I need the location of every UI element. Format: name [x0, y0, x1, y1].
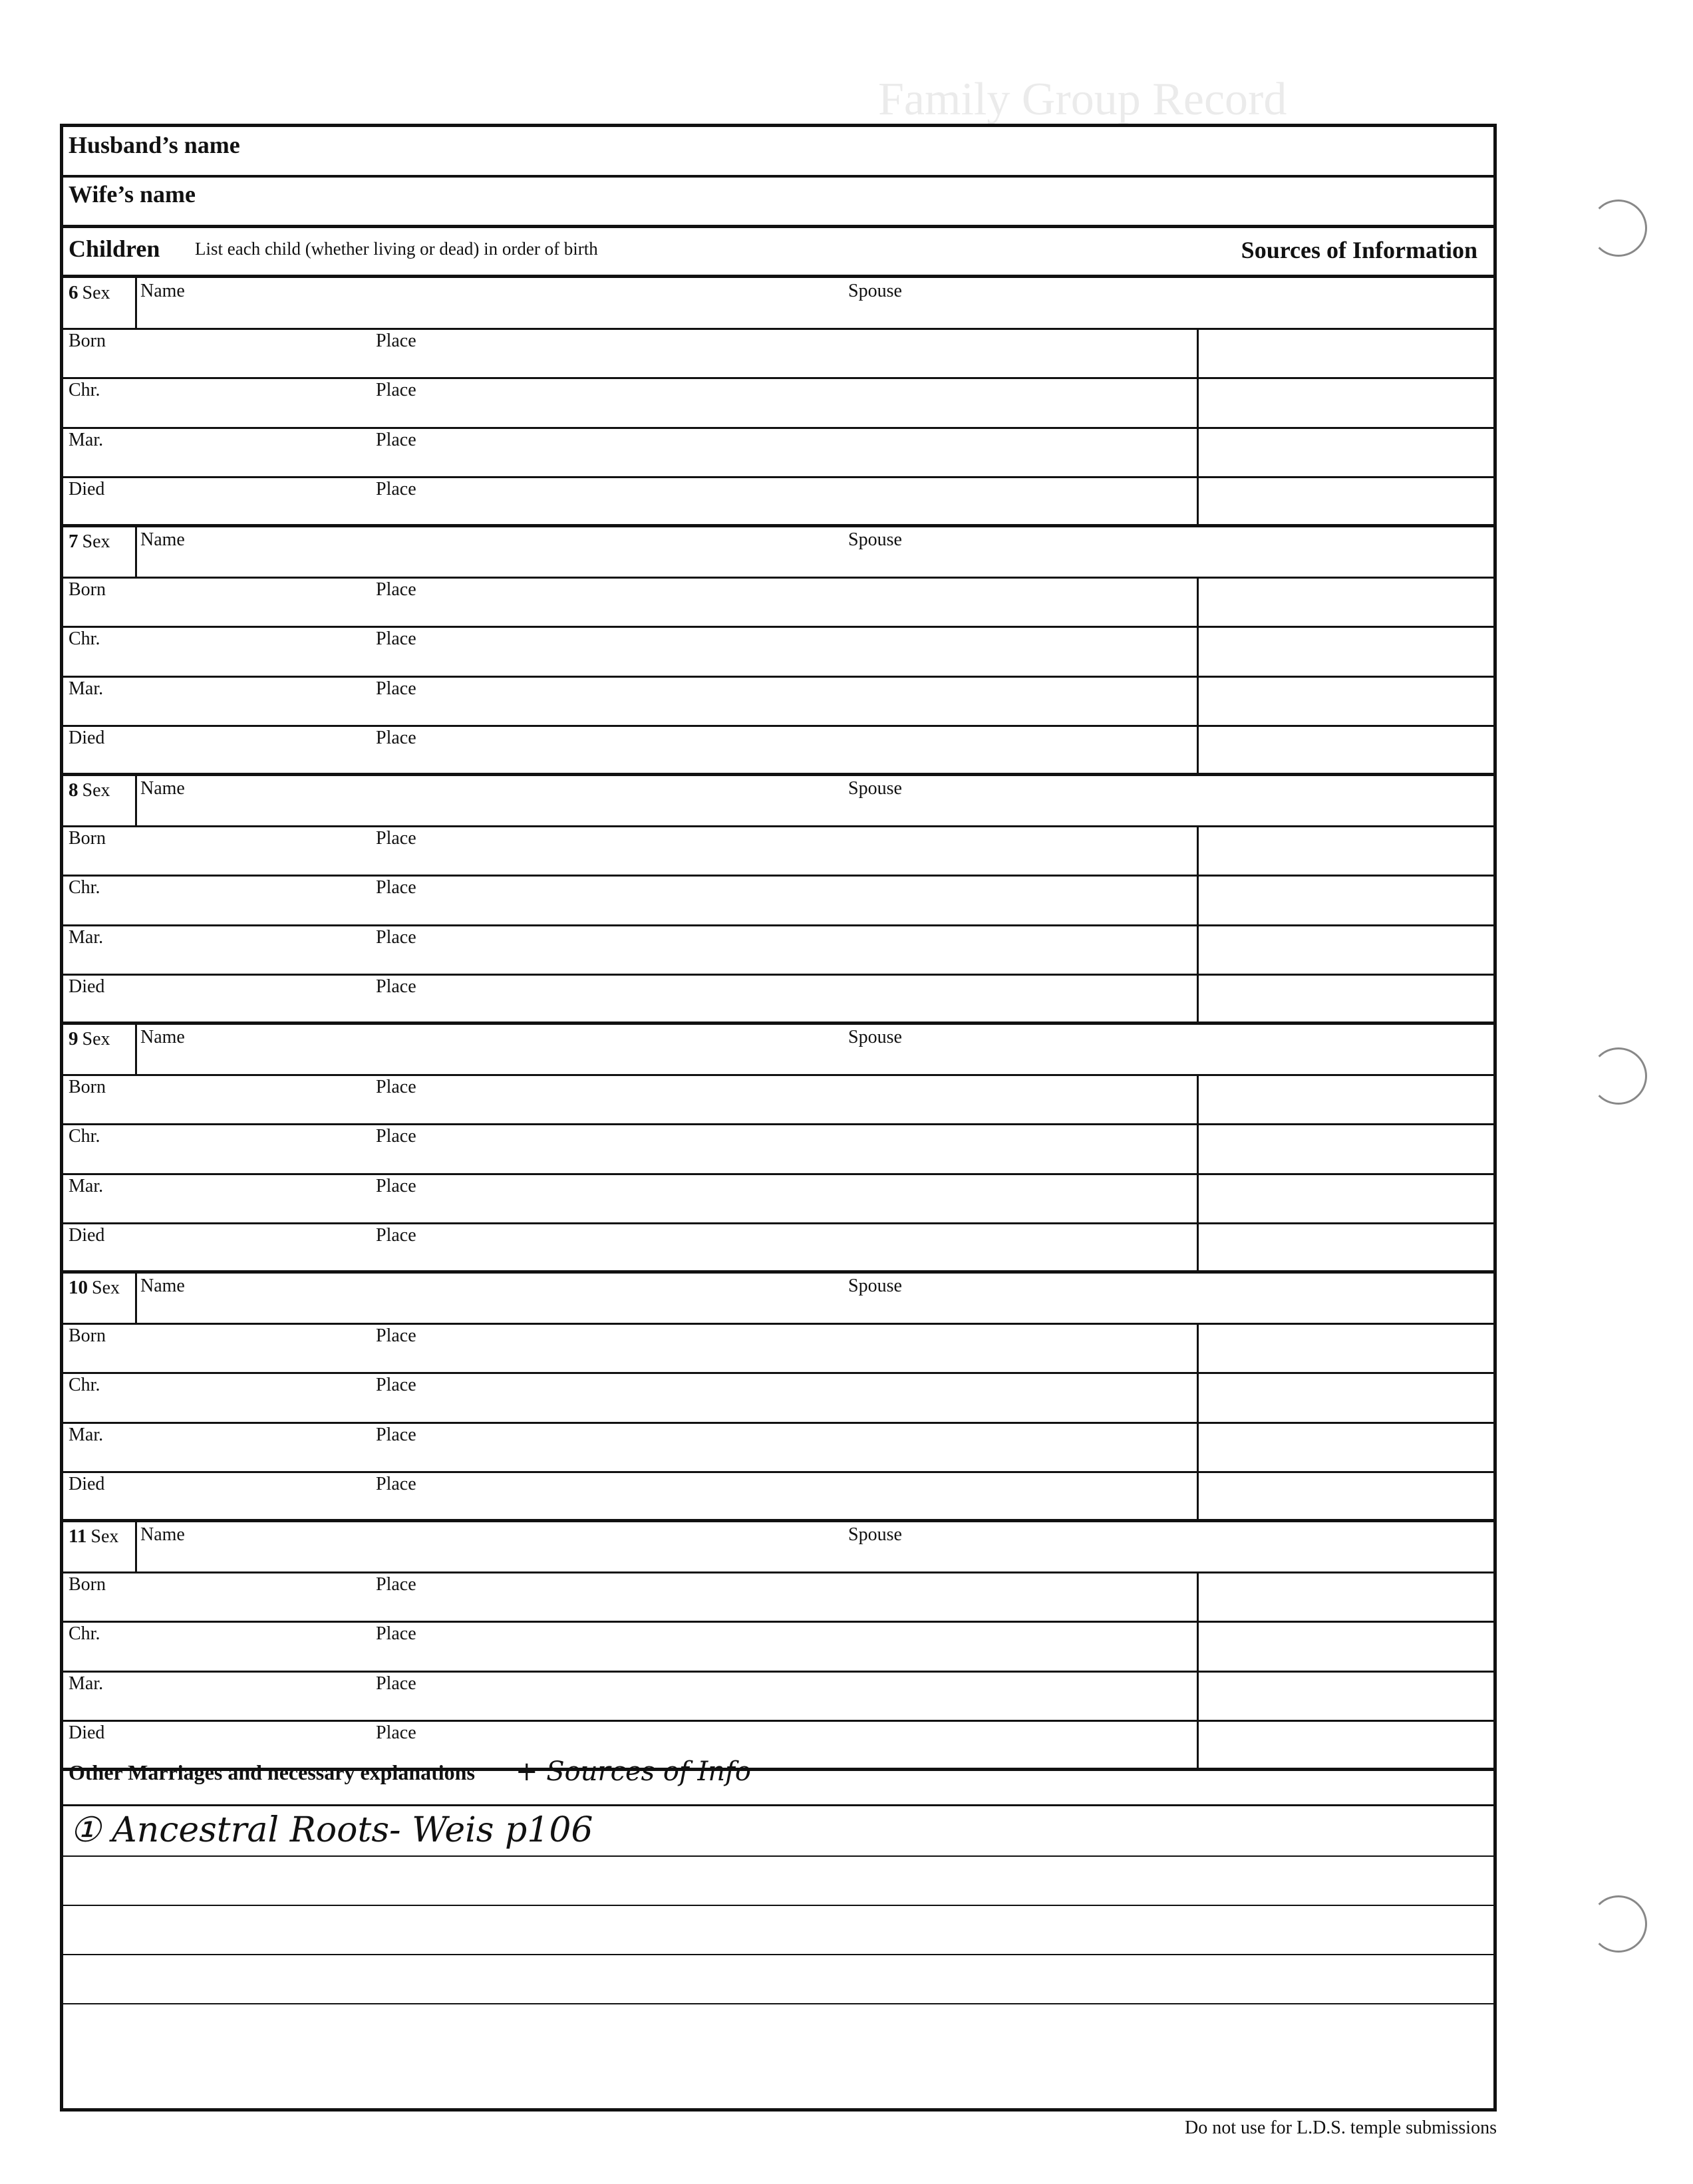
row-divider	[63, 476, 1493, 478]
place-field[interactable]: Place	[376, 1225, 416, 1246]
row-divider	[63, 924, 1493, 926]
spouse-field[interactable]: Spouse	[848, 1027, 902, 1047]
sex-label: Sex	[82, 780, 110, 801]
place-field[interactable]: Place	[376, 1623, 416, 1645]
child-name-field[interactable]: Name	[140, 778, 185, 799]
child-number-label	[69, 1028, 110, 1050]
explanation-rule	[63, 1905, 1493, 1906]
row-divider	[63, 577, 1493, 579]
place-field[interactable]: Place	[376, 1076, 416, 1097]
event-label-chr[interactable]: Chr.	[69, 877, 100, 898]
spouse-field[interactable]: Spouse	[848, 529, 902, 550]
row-divider	[63, 1372, 1493, 1374]
event-label-born[interactable]: Born	[69, 1573, 106, 1595]
spouse-field[interactable]: Spouse	[848, 778, 902, 799]
child-number-label	[69, 779, 110, 801]
row-divider	[63, 1173, 1493, 1175]
child-name-field[interactable]: Name	[140, 281, 185, 301]
explanation-rule	[63, 1855, 1493, 1857]
place-field[interactable]: Place	[376, 678, 416, 699]
event-label-died[interactable]: Died	[69, 976, 105, 998]
event-label-born[interactable]: Born	[69, 827, 106, 849]
row-divider	[63, 626, 1493, 628]
place-field[interactable]: Place	[376, 579, 416, 600]
sex-label: Sex	[82, 1029, 110, 1049]
event-label-died[interactable]: Died	[69, 1474, 105, 1495]
sources-column-divider	[1197, 328, 1199, 524]
child-number-label	[69, 1526, 118, 1548]
row-divider	[63, 1471, 1493, 1473]
sources-label: Sources of Information	[1241, 237, 1477, 263]
place-field[interactable]: Place	[376, 1175, 416, 1196]
row-divider	[63, 328, 1493, 330]
child-number: 10	[69, 1277, 88, 1298]
binder-hole	[1590, 200, 1647, 257]
event-label-chr[interactable]: Chr.	[69, 1623, 100, 1645]
bleed-through-title: Family Group Record	[878, 74, 1287, 125]
place-field[interactable]: Place	[376, 1573, 416, 1595]
row-divider	[63, 1323, 1493, 1325]
row-divider	[63, 1671, 1493, 1673]
place-field[interactable]: Place	[376, 429, 416, 450]
explanation-rule	[63, 1954, 1493, 1955]
sources-column-divider	[1197, 577, 1199, 773]
divider	[63, 1804, 1493, 1806]
row-divider	[63, 427, 1493, 429]
husband-name-label: Husband’s name	[69, 132, 240, 158]
wife-name-label: Wife’s name	[69, 181, 196, 207]
event-label-born[interactable]: Born	[69, 579, 106, 600]
place-field[interactable]: Place	[376, 1325, 416, 1346]
sources-column-divider	[1197, 1571, 1199, 1768]
row-divider	[63, 1720, 1493, 1722]
row-divider	[63, 1074, 1493, 1076]
event-label-died[interactable]: Died	[69, 1722, 105, 1744]
event-label-born[interactable]: Born	[69, 1076, 106, 1097]
explanation-line[interactable]: ① Ancestral Roots- Weis p106	[70, 1810, 593, 1850]
event-label-chr[interactable]: Chr.	[69, 628, 100, 650]
place-field[interactable]: Place	[376, 628, 416, 650]
sex-name-divider	[135, 1273, 137, 1323]
row-divider	[63, 1571, 1493, 1573]
place-field[interactable]: Place	[376, 330, 416, 351]
place-field[interactable]: Place	[376, 380, 416, 401]
event-label-mar[interactable]: Mar.	[69, 678, 104, 699]
row-divider	[63, 1621, 1493, 1623]
sex-name-divider	[135, 527, 137, 577]
place-field[interactable]: Place	[376, 728, 416, 749]
place-field[interactable]: Place	[376, 976, 416, 998]
binder-hole	[1590, 1047, 1647, 1105]
explanation-rule	[63, 2003, 1493, 2004]
spouse-field[interactable]: Spouse	[848, 1276, 902, 1296]
place-field[interactable]: Place	[376, 926, 416, 948]
row-divider	[63, 377, 1493, 379]
event-label-mar[interactable]: Mar.	[69, 429, 104, 450]
row-divider	[63, 974, 1493, 976]
sources-column-divider	[1197, 1074, 1199, 1270]
event-label-mar[interactable]: Mar.	[69, 1175, 104, 1196]
row-divider	[63, 1422, 1493, 1424]
binder-hole	[1590, 1895, 1647, 1953]
place-field[interactable]: Place	[376, 877, 416, 898]
child-number-label	[69, 1277, 120, 1299]
sex-label: Sex	[82, 531, 110, 552]
place-field[interactable]: Place	[376, 1375, 416, 1396]
event-label-chr[interactable]: Chr.	[69, 1375, 100, 1396]
child-record-9	[63, 1024, 1493, 1273]
sex-name-divider	[135, 278, 137, 328]
child-number-label	[69, 282, 110, 304]
child-number-label	[69, 531, 110, 553]
child-record-7	[63, 527, 1493, 775]
spouse-field[interactable]: Spouse	[848, 281, 902, 301]
event-label-mar[interactable]: Mar.	[69, 1673, 104, 1694]
event-label-chr[interactable]: Chr.	[69, 380, 100, 401]
sex-name-divider	[135, 1024, 137, 1074]
child-number: 6	[69, 282, 78, 303]
sex-label: Sex	[92, 1278, 120, 1298]
event-label-born[interactable]: Born	[69, 1325, 106, 1346]
child-number: 8	[69, 779, 78, 801]
child-record-6	[63, 278, 1493, 527]
child-number: 11	[69, 1526, 87, 1547]
row-divider	[63, 825, 1493, 827]
event-label-died[interactable]: Died	[69, 728, 105, 749]
child-record-10	[63, 1273, 1493, 1522]
child-name-field[interactable]: Name	[140, 1524, 185, 1545]
child-record-8	[63, 775, 1493, 1024]
divider	[63, 225, 1493, 228]
child-name-field[interactable]: Name	[140, 1276, 185, 1296]
row-divider	[63, 725, 1493, 727]
event-label-mar[interactable]: Mar.	[69, 926, 104, 948]
other-marriages-label: Other Marriages and necessary explanations	[69, 1760, 475, 1784]
event-label-died[interactable]: Died	[69, 1225, 105, 1246]
event-label-born[interactable]: Born	[69, 330, 106, 351]
sex-name-divider	[135, 1522, 137, 1571]
place-field[interactable]: Place	[376, 1722, 416, 1744]
place-field[interactable]: Place	[376, 1474, 416, 1495]
event-label-mar[interactable]: Mar.	[69, 1424, 104, 1445]
sex-label: Sex	[90, 1526, 119, 1547]
row-divider	[63, 1123, 1493, 1125]
place-field[interactable]: Place	[376, 827, 416, 849]
footer-note: Do not use for L.D.S. temple submissions	[1185, 2117, 1497, 2138]
row-divider	[63, 1222, 1493, 1224]
child-record-11	[63, 1522, 1493, 1770]
child-number: 9	[69, 1028, 78, 1049]
place-field[interactable]: Place	[376, 1673, 416, 1694]
child-number: 7	[69, 531, 78, 552]
other-marriages-handwritten: + Sources of Info	[516, 1756, 751, 1787]
event-label-died[interactable]: Died	[69, 479, 105, 500]
row-divider	[63, 676, 1493, 678]
divider	[63, 175, 1493, 178]
row-divider	[63, 875, 1493, 877]
place-field[interactable]: Place	[376, 479, 416, 500]
child-name-field[interactable]: Name	[140, 1027, 185, 1047]
event-label-chr[interactable]: Chr.	[69, 1126, 100, 1147]
sex-name-divider	[135, 775, 137, 825]
sources-column-divider	[1197, 1323, 1199, 1519]
spouse-field[interactable]: Spouse	[848, 1524, 902, 1545]
place-field[interactable]: Place	[376, 1424, 416, 1445]
place-field[interactable]: Place	[376, 1126, 416, 1147]
child-name-field[interactable]: Name	[140, 529, 185, 550]
children-instruction: List each child (whether living or dead) in order of birth	[195, 239, 598, 259]
children-label: Children	[69, 235, 160, 262]
sources-column-divider	[1197, 825, 1199, 1022]
sex-label: Sex	[82, 283, 110, 303]
family-group-form	[60, 124, 1497, 2112]
